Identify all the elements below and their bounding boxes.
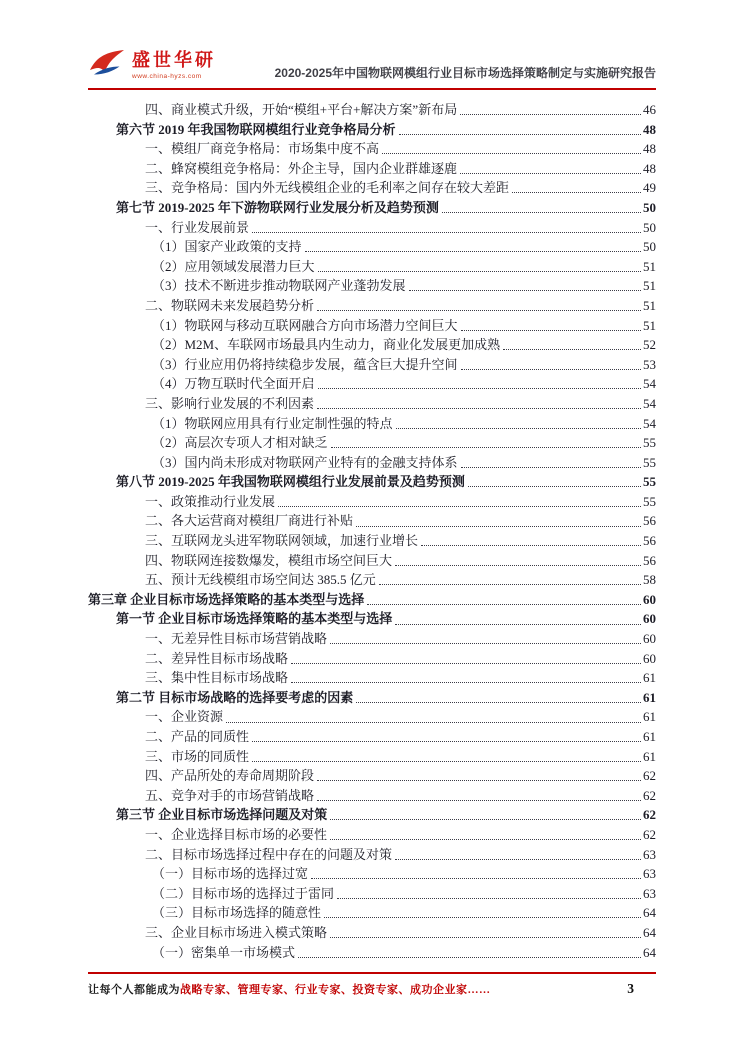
logo-text: 盛世华研 [132, 50, 216, 71]
toc-dotted-leader [317, 780, 641, 781]
toc-entry [88, 511, 656, 531]
toc-page-number: 60 [643, 631, 656, 647]
toc-dotted-leader [298, 957, 641, 958]
toc-page-number: 54 [643, 415, 656, 431]
toc-dotted-leader [331, 447, 641, 448]
toc-entry [88, 884, 656, 904]
toc-entry-text: 第三节 企业目标市场选择问题及对策 [116, 807, 328, 823]
toc-entry-text: 一、模组厂商竞争格局：市场集中度不高 [145, 141, 380, 157]
toc-entry-text: 二、各大运营商对模组厂商进行补贴 [145, 513, 354, 529]
toc-page-number: 61 [643, 709, 656, 725]
toc-dotted-leader [503, 349, 641, 350]
toc-dotted-leader [379, 584, 641, 585]
toc-dotted-leader [395, 565, 641, 566]
toc-page-number: 50 [643, 239, 656, 255]
toc-dotted-leader [461, 369, 641, 370]
toc-page-number: 50 [643, 219, 656, 235]
logo-text-block [132, 51, 216, 80]
toc-entry-text: （3）国内尚未形成对物联网产业特有的金融支持体系 [152, 454, 458, 470]
toc-entry [88, 316, 656, 336]
toc-entry [88, 100, 656, 120]
footer-slogan [88, 981, 491, 997]
toc-page-number: 54 [643, 395, 656, 411]
toc-entry-text: 三、互联网龙头进军物联网领域，加速行业增长 [145, 533, 419, 549]
toc-dotted-leader [311, 878, 641, 879]
toc-page-number: 63 [643, 866, 656, 882]
toc-dotted-leader [512, 192, 641, 193]
toc-entry [88, 570, 656, 590]
toc-dotted-leader [330, 819, 641, 820]
toc-dotted-leader [252, 761, 641, 762]
toc-entry [88, 923, 656, 943]
toc-dotted-leader [317, 310, 641, 311]
toc-page-number: 55 [643, 474, 656, 490]
toc-dotted-leader [395, 859, 641, 860]
toc-entry-text: （3）技术不断进步推动物联网产业蓬勃发展 [152, 278, 406, 294]
toc-entry [88, 531, 656, 551]
toc-entry [88, 943, 656, 963]
toc-entry-text: （2）高层次专项人才相对缺乏 [152, 435, 328, 451]
toc-page-number: 61 [643, 670, 656, 686]
toc-entry-text: 一、行业发展前景 [145, 219, 250, 235]
toc-entry [88, 472, 656, 492]
toc-dotted-leader [330, 839, 641, 840]
toc-page-number: 56 [643, 552, 656, 568]
toc-dotted-leader [291, 682, 641, 683]
toc-page-number: 61 [643, 729, 656, 744]
toc-dotted-leader [330, 937, 641, 938]
toc-page-number: 52 [643, 337, 656, 353]
footer-slogan-prefix: 让每个人都能成为 [88, 984, 180, 996]
toc-page-number: 61 [643, 748, 656, 764]
toc-entry-text: （三）目标市场选择的随意性 [152, 905, 322, 921]
page-footer [88, 972, 656, 997]
toc-page-number: 61 [643, 689, 656, 705]
toc-entry [88, 394, 656, 414]
toc-entry-text: 五、竞争对手的市场营销战略 [145, 787, 315, 803]
toc-entry [88, 120, 656, 140]
toc-entry-text: （一）密集单一市场模式 [152, 944, 296, 960]
toc-entry [88, 805, 656, 825]
toc-dotted-leader [305, 251, 641, 252]
footer-slogan-highlight: 战略专家、管理专家、行业专家、投资专家、成功企业家…… [180, 984, 491, 996]
toc-dotted-leader [226, 722, 641, 723]
toc-entry-text: 一、企业资源 [145, 709, 224, 725]
toc-entry-text: 二、差异性目标市场战略 [145, 650, 289, 666]
toc-dotted-leader [460, 173, 641, 174]
toc-entry [88, 296, 656, 316]
toc-entry [88, 688, 656, 708]
toc-page-number: 60 [643, 611, 656, 627]
logo-url: www.china-hyzs.com [132, 72, 202, 80]
toc-entry-text: 第七节 2019-2025 年下游物联网行业发展分析及趋势预测 [116, 199, 439, 215]
toc-page-number: 51 [643, 317, 656, 333]
toc-entry-text: （1）国家产业政策的支持 [152, 239, 302, 255]
toc-page-number: 48 [643, 160, 656, 176]
toc-page-number: 60 [643, 591, 656, 607]
toc-page-number: 46 [643, 102, 656, 117]
toc-entry [88, 237, 656, 257]
toc-entry [88, 649, 656, 669]
toc-dotted-leader [409, 290, 641, 291]
toc-page-number: 48 [643, 121, 656, 137]
toc-entry-text: 三、企业目标市场进入模式策略 [145, 924, 328, 940]
toc-dotted-leader [252, 741, 641, 742]
toc-entry-text: 二、产品的同质性 [145, 729, 250, 744]
toc-entry-text: 三、竞争格局：国内外无线模组企业的毛利率之间存在较大差距 [145, 180, 510, 196]
toc-dotted-leader [317, 408, 641, 409]
toc-entry [88, 766, 656, 786]
toc-entry-text: 三、影响行业发展的不利因素 [145, 395, 315, 411]
toc-entry [88, 825, 656, 845]
toc-dotted-leader [468, 486, 641, 487]
toc-entry-text: （4）万物互联时代全面开启 [152, 376, 315, 392]
toc-entry-text: （一）目标市场的选择过宽 [152, 866, 309, 882]
toc-page-number: 62 [643, 768, 656, 784]
toc-dotted-leader [399, 134, 641, 135]
toc-entry [88, 903, 656, 923]
toc-page-number: 49 [643, 180, 656, 196]
toc-page-number: 64 [643, 905, 656, 921]
toc-entry [88, 218, 656, 238]
toc-dotted-leader [442, 212, 641, 213]
toc-entry-text: （2）M2M、车联网市场最具内生动力，商业化发展更加成熟 [152, 337, 501, 353]
toc-dotted-leader [395, 624, 641, 625]
toc-entry [88, 178, 656, 198]
toc-entry [88, 159, 656, 179]
toc-dotted-leader [337, 898, 641, 899]
toc-entry-text: （1）物联网与移动互联网融合方向市场潜力空间巨大 [152, 317, 458, 333]
toc-page-number: 58 [643, 572, 656, 588]
toc-dotted-leader [324, 917, 641, 918]
toc-entry-text: 一、企业选择目标市场的必要性 [145, 826, 328, 842]
logo-icon [88, 48, 126, 83]
toc-page-number: 51 [643, 258, 656, 274]
toc-dotted-leader [382, 153, 641, 154]
toc-entry-text: 二、物联网未来发展趋势分析 [145, 297, 315, 313]
toc-entry-text: 二、蜂窝模组竞争格局：外企主导，国内企业群雄逐鹿 [145, 160, 458, 176]
toc-entry [88, 453, 656, 473]
toc-entry-text: 四、产品所处的寿命周期阶段 [145, 768, 315, 784]
toc-page-number: 54 [643, 376, 656, 392]
toc-page-number: 56 [643, 513, 656, 529]
toc-entry-text: （2）应用领域发展潜力巨大 [152, 258, 315, 274]
toc-entry-text: （二）目标市场的选择过于雷同 [152, 885, 335, 901]
toc-page-number: 64 [643, 944, 656, 960]
toc-dotted-leader [291, 663, 641, 664]
toc-dotted-leader [396, 428, 641, 429]
toc-entry-text: 一、政策推动行业发展 [145, 493, 276, 509]
toc-entry-text: 二、目标市场选择过程中存在的问题及对策 [145, 846, 393, 862]
toc-entry [88, 414, 656, 434]
toc-page-number: 62 [643, 807, 656, 823]
toc-entry-text: （3）行业应用仍将持续稳步发展，蕴含巨大提升空间 [152, 356, 458, 372]
toc-dotted-leader [356, 702, 641, 703]
toc-entry-text: 第二节 目标市场战略的选择要考虑的因素 [116, 689, 354, 705]
toc-dotted-leader [318, 271, 641, 272]
toc-entry [88, 609, 656, 629]
toc-dotted-leader [460, 114, 641, 115]
toc-entry-text: 四、商业模式升级，开始“模组+平台+解决方案”新布局 [145, 102, 458, 117]
toc-dotted-leader [356, 526, 641, 527]
toc-entry [88, 668, 656, 688]
toc-entry [88, 629, 656, 649]
toc-entry [88, 198, 656, 218]
toc-entry [88, 864, 656, 884]
toc-entry [88, 139, 656, 159]
toc-entry-text: （1）物联网应用具有行业定制性强的特点 [152, 415, 393, 431]
toc-page-number: 63 [643, 885, 656, 901]
toc-page-number: 51 [643, 297, 656, 313]
toc-entry [88, 276, 656, 296]
toc-entry [88, 257, 656, 277]
toc-entry [88, 590, 656, 610]
toc-page-number: 48 [643, 141, 656, 157]
toc-entry [88, 845, 656, 865]
toc-entry [88, 433, 656, 453]
toc-entry [88, 551, 656, 571]
toc-entry-text: 三、集中性目标市场战略 [145, 670, 289, 686]
toc-page-number: 55 [643, 454, 656, 470]
toc-entry-text: 一、无差异性目标市场营销战略 [145, 631, 328, 647]
toc-entry [88, 335, 656, 355]
toc-dotted-leader [421, 545, 641, 546]
toc-page-number: 56 [643, 533, 656, 549]
toc-entry [88, 747, 656, 767]
page-number: 3 [627, 981, 634, 996]
logo [88, 48, 216, 83]
toc-page-number: 62 [643, 787, 656, 803]
table-of-contents [88, 100, 656, 962]
toc-entry-text: 第八节 2019-2025 年我国物联网模组行业发展前景及趋势预测 [116, 474, 465, 490]
toc-dotted-leader [330, 643, 641, 644]
toc-page-number: 60 [643, 650, 656, 666]
toc-entry-text: 第三章 企业目标市场选择策略的基本类型与选择 [88, 591, 365, 607]
toc-page-number: 62 [643, 826, 656, 842]
toc-entry [88, 786, 656, 806]
toc-page-number: 51 [643, 278, 656, 294]
toc-dotted-leader [367, 604, 641, 605]
toc-page-number: 50 [643, 199, 656, 215]
toc-entry [88, 492, 656, 512]
toc-entry [88, 727, 656, 747]
toc-dotted-leader [252, 232, 641, 233]
toc-dotted-leader [317, 800, 641, 801]
toc-entry-text: 第六节 2019 年我国物联网模组行业竞争格局分析 [116, 121, 396, 137]
toc-entry [88, 707, 656, 727]
toc-page-number: 64 [643, 924, 656, 940]
toc-page-number: 63 [643, 846, 656, 862]
toc-page-number: 55 [643, 435, 656, 451]
toc-dotted-leader [318, 388, 641, 389]
toc-entry-text: 第一节 企业目标市场选择策略的基本类型与选择 [116, 611, 393, 627]
toc-page-number: 53 [643, 356, 656, 372]
toc-page-number: 55 [643, 493, 656, 509]
toc-entry-text: 四、物联网连接数爆发，模组市场空间巨大 [145, 552, 393, 568]
page-header [88, 48, 656, 90]
toc-entry [88, 355, 656, 375]
toc-entry-text: 三、市场的同质性 [145, 748, 250, 764]
toc-dotted-leader [278, 506, 641, 507]
report-title: 2020-2025年中国物联网模组行业目标市场选择策略制定与实施研究报告 [274, 66, 656, 80]
toc-dotted-leader [461, 467, 641, 468]
toc-entry [88, 374, 656, 394]
toc-dotted-leader [461, 330, 641, 331]
toc-entry-text: 五、预计无线模组市场空间达 385.5 亿元 [145, 572, 376, 588]
